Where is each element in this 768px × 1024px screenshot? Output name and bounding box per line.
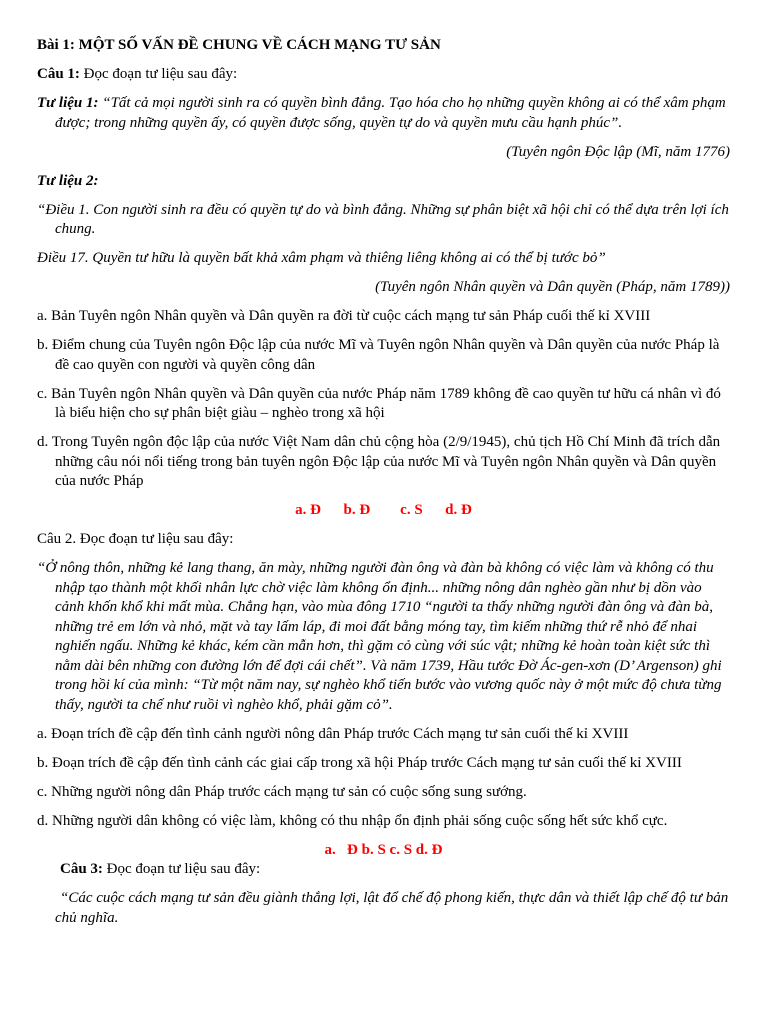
q2-heading: Câu 2. Đọc đoạn tư liệu sau đây: bbox=[37, 531, 234, 547]
q1-prompt: Đọc đoạn tư liệu sau đây: bbox=[79, 66, 238, 82]
q1-heading bbox=[37, 65, 730, 85]
q3-prompt: Đọc đoạn tư liệu sau đây: bbox=[102, 861, 261, 877]
q1-source2-citation: (Tuyên ngôn Nhân quyền và Dân quyền (Pháp, năm 1789)) bbox=[375, 279, 730, 295]
q1-source2-article1: “Điều 1. Con người sinh ra đều có quyền tự do và bình đẳng. Những sự phân biệt xã hội chỉ có thể dựa trên lợi ích chung. bbox=[37, 201, 729, 237]
q2-statement-d: d. Những người dân không có việc làm, không có thu nhập ổn định phải sống cuộc sống hết sức khổ cực. bbox=[37, 812, 668, 829]
q2-quote: “Ở nông thôn, những kẻ lang thang, ăn mày, những người đàn ông và đàn bà không có việc làm và không có thu nhập tạo thành một khối nhân lực chờ việc làm không ổn định... những nông dân nghèo gần như bị dồn vào cảnh khốn khổ khi mất mùa. Chẳng hạn, vào mùa đông 1710 “người ta thấy những người đàn ông và đàn bà, những trẻ em lớn và nhỏ, mặt và tay lấm láp, đi moi đất bằng móng tay, tìm kiếm những thứ rễ nhỏ để nhai nghiến ngấu. Những kẻ khác, kém cần mẫn hơn, thì gặm cỏ cùng với súc vật; những kẻ hoàn toàn kiệt sức thì nằm dài bên những con đường lớn để đợi cái chết”. Và năm 1739, Hầu tước Đờ Ác-gen-xơn (D’ Argenson) ghi trong hồi kí của mình: “Từ một năm nay, sự nghèo khổ tiến bước vào vương quốc này ở một mức độ chưa từng thấy, người ta chế như ruồi vì nghèo khổ, phải gặm cỏ”. bbox=[37, 560, 722, 713]
q1-source1-text: “Tất cả mọi người sinh ra có quyền bình đẳng. Tạo hóa cho họ những quyền không ai có thể xâm phạm được; trong những quyền ấy, có quyền được sống, quyền tự do và quyền mưu cầu hạnh phúc”. bbox=[55, 95, 726, 131]
q1-label: Câu 1: bbox=[37, 66, 80, 82]
q1-statement-a: a. Bản Tuyên ngôn Nhân quyền và Dân quyền ra đời từ cuộc cách mạng tư sản Pháp cuối thế kỉ XVIII bbox=[37, 308, 651, 324]
q1-source1-label: Tư liệu 1: bbox=[37, 95, 99, 111]
q1-source1 bbox=[37, 94, 730, 133]
q2-statement-c: c. Những người nông dân Pháp trước cách mạng tư sản có cuộc sống sung sướng. bbox=[37, 783, 527, 800]
q1-source1-citation: (Tuyên ngôn Độc lập (Mĩ, năm 1776) bbox=[506, 143, 730, 160]
q3-heading bbox=[60, 860, 730, 880]
q2-statement-b: b. Đoạn trích đề cập đến tình cảnh các giai cấp trong xã hội Pháp trước Cách mạng tư sản cuối thế kỉ XVIII bbox=[37, 754, 682, 771]
q1-source2-label: Tư liệu 2: bbox=[37, 172, 99, 189]
q2-statement-a: a. Đoạn trích đề cập đến tình cảnh người nông dân Pháp trước Cách mạng tư sản cuối thế kỉ XVIII bbox=[37, 725, 629, 742]
q1-statement-b: b. Điểm chung của Tuyên ngôn Độc lập của nước Mĩ và Tuyên ngôn Nhân quyền và Dân quyền của nước Pháp là đề cao quyền con người và quyền công dân bbox=[37, 337, 720, 373]
q1-answer-key: a. Đ b. Đ c. S d. Đ bbox=[295, 502, 472, 518]
q1-source2-article17: Điều 17. Quyền tư hữu là quyền bất khả xâm phạm và thiêng liêng không ai có thể bị tước bỏ” bbox=[37, 250, 606, 266]
q1-statement-d: d. Trong Tuyên ngôn độc lập của nước Việt Nam dân chủ cộng hòa (2/9/1945), chủ tịch Hồ Chí Minh đã trích dẫn những câu nói nổi tiếng trong bản tuyên ngôn Độc lập của nước Mĩ và Tuyên ngôn Nhân quyền và Dân quyền của nước Pháp bbox=[37, 434, 721, 489]
lesson-title: Bài 1: MỘT SỐ VẤN ĐỀ CHUNG VỀ CÁCH MẠNG TƯ SẢN bbox=[37, 37, 441, 53]
q1-statement-c: c. Bản Tuyên ngôn Nhân quyền và Dân quyền của nước Pháp năm 1789 không đề cao quyền tư hữu cá nhân vì đó là biểu hiện cho sự phân biệt giàu – nghèo trong xã hội bbox=[37, 385, 721, 421]
q3-label: Câu 3: bbox=[60, 861, 103, 877]
q3-quote: “Các cuộc cách mạng tư sản đều giành thắng lợi, lật đổ chế độ phong kiến, thực dân và thiết lập chế độ tư bản chủ nghĩa. bbox=[55, 890, 729, 926]
q2-answer-key: a. Đ b. S c. S d. Đ bbox=[324, 841, 443, 858]
